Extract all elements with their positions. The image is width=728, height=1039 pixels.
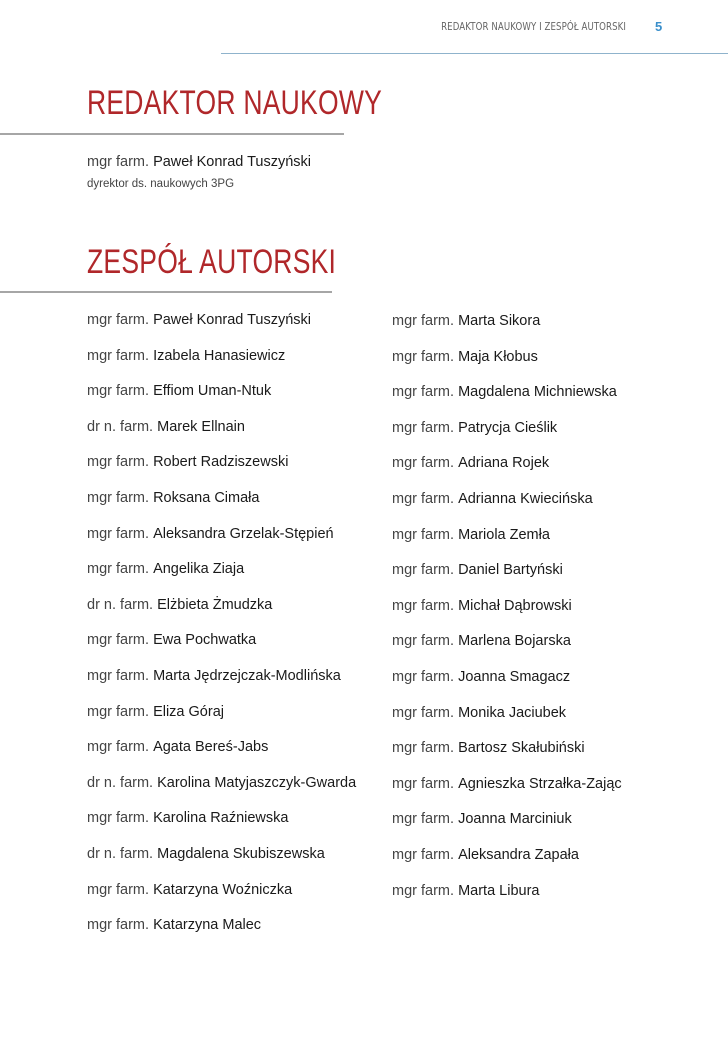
editor-section-title: REDAKTOR NAUKOWY bbox=[87, 84, 383, 122]
author-entry bbox=[392, 348, 538, 366]
author-name: Mariola Zemła bbox=[458, 526, 550, 543]
author-name: Angelika Ziaja bbox=[153, 561, 245, 578]
author-entry bbox=[392, 597, 572, 615]
author-entry bbox=[87, 881, 292, 899]
author-name: Monika Jaciubek bbox=[458, 704, 567, 721]
author-name: Aleksandra Grzelak-Stępień bbox=[153, 525, 334, 542]
author-degree: mgr farm. bbox=[392, 847, 455, 863]
author-name: Daniel Bartyński bbox=[458, 562, 563, 579]
author-entry bbox=[87, 418, 245, 436]
author-name: Marta Jędrzejczak-Modlińska bbox=[153, 668, 341, 684]
author-entry bbox=[87, 560, 244, 578]
author-entry bbox=[392, 561, 563, 579]
author-degree: mgr farm. bbox=[392, 740, 455, 757]
author-degree: mgr farm. bbox=[87, 739, 150, 756]
author-degree: mgr farm. bbox=[392, 669, 455, 685]
author-degree: mgr farm. bbox=[87, 703, 150, 720]
header-rule bbox=[221, 53, 728, 54]
author-name: Agnieszka Strzałka-Zając bbox=[458, 775, 622, 792]
author-name: Magdalena Michniewska bbox=[458, 384, 617, 401]
author-degree: mgr farm. bbox=[392, 882, 455, 899]
author-entry bbox=[392, 632, 571, 650]
editor-entry bbox=[87, 153, 311, 171]
author-degree: mgr farm. bbox=[87, 383, 150, 400]
author-degree: mgr farm. bbox=[87, 632, 150, 649]
author-name: Robert Radziszewski bbox=[153, 454, 289, 471]
author-degree: mgr farm. bbox=[87, 525, 150, 542]
author-name: Elżbieta Żmudzka bbox=[157, 596, 273, 613]
author-name: Agata Bereś-Jabs bbox=[153, 739, 269, 756]
author-entry bbox=[87, 525, 334, 543]
author-entry bbox=[392, 383, 617, 401]
author-entry bbox=[392, 419, 557, 437]
author-degree: mgr farm. bbox=[392, 562, 455, 579]
author-degree: dr n. farm. bbox=[87, 418, 154, 435]
author-entry bbox=[87, 845, 325, 863]
author-degree: mgr farm. bbox=[392, 491, 455, 507]
author-name: Michał Dąbrowski bbox=[458, 597, 572, 614]
author-entry bbox=[87, 596, 272, 614]
author-entry bbox=[392, 810, 572, 828]
author-entry bbox=[392, 490, 593, 508]
page-number: 5 bbox=[655, 19, 663, 34]
author-degree: mgr farm. bbox=[87, 454, 150, 471]
author-name: Adriana Rojek bbox=[458, 455, 550, 472]
author-entry bbox=[392, 454, 549, 472]
editor-name: Paweł Konrad Tuszyński bbox=[153, 154, 312, 170]
author-degree: mgr farm. bbox=[392, 775, 455, 792]
editor-role: dyrektor ds. naukowych 3PG bbox=[87, 178, 235, 190]
author-entry bbox=[392, 846, 579, 864]
author-name: Bartosz Skałubiński bbox=[458, 740, 585, 757]
author-degree: mgr farm. bbox=[87, 312, 150, 328]
author-degree: mgr farm. bbox=[87, 347, 150, 364]
author-name: Patrycja Cieślik bbox=[458, 419, 558, 436]
author-entry bbox=[392, 739, 585, 757]
author-degree: mgr farm. bbox=[392, 455, 455, 472]
editor-degree: mgr farm. bbox=[87, 154, 150, 170]
authors-section-title: ZESPÓŁ AUTORSKI bbox=[87, 243, 337, 281]
author-degree: mgr farm. bbox=[392, 419, 455, 436]
author-entry bbox=[392, 704, 566, 722]
author-name: Effiom Uman-Ntuk bbox=[153, 383, 272, 400]
author-entry bbox=[87, 809, 288, 827]
author-name: Joanna Marciniuk bbox=[458, 811, 572, 828]
author-name: Marek Ellnain bbox=[157, 418, 245, 435]
author-degree: mgr farm. bbox=[87, 810, 150, 827]
author-name: Marta Libura bbox=[458, 882, 540, 899]
author-degree: mgr farm. bbox=[392, 526, 455, 543]
author-name: Aleksandra Zapała bbox=[458, 847, 579, 863]
author-entry bbox=[392, 312, 540, 330]
author-degree: mgr farm. bbox=[87, 490, 150, 506]
author-name: Joanna Smagacz bbox=[458, 669, 571, 685]
author-degree: dr n. farm. bbox=[87, 774, 154, 791]
author-name: Karolina Matyjaszczyk-Gwarda bbox=[157, 774, 357, 791]
author-name: Eliza Góraj bbox=[153, 703, 224, 720]
author-entry bbox=[87, 382, 271, 400]
author-entry bbox=[87, 738, 268, 756]
author-entry bbox=[87, 453, 288, 471]
author-degree: mgr farm. bbox=[87, 561, 150, 578]
author-entry bbox=[392, 668, 570, 686]
author-entry bbox=[87, 703, 224, 721]
author-name: Paweł Konrad Tuszyński bbox=[153, 312, 312, 328]
author-name: Karolina Raźniewska bbox=[153, 810, 289, 827]
author-entry bbox=[87, 489, 259, 507]
authors-section-rule bbox=[0, 291, 332, 293]
author-entry bbox=[87, 774, 356, 792]
author-name: Roksana Cimała bbox=[153, 490, 260, 506]
author-degree: mgr farm. bbox=[392, 633, 455, 650]
author-degree: dr n. farm. bbox=[87, 596, 154, 613]
author-entry bbox=[87, 631, 256, 649]
author-degree: dr n. farm. bbox=[87, 846, 154, 862]
author-entry bbox=[392, 775, 622, 793]
author-degree: mgr farm. bbox=[392, 384, 455, 401]
running-head: REDAKTOR NAUKOWY I ZESPÓŁ AUTORSKI bbox=[441, 21, 626, 33]
author-name: Katarzyna Malec bbox=[153, 917, 262, 934]
author-entry bbox=[392, 526, 550, 544]
author-degree: mgr farm. bbox=[392, 597, 455, 614]
author-entry bbox=[87, 667, 341, 685]
author-degree: mgr farm. bbox=[87, 668, 150, 684]
author-degree: mgr farm. bbox=[392, 811, 455, 828]
author-name: Marta Sikora bbox=[458, 313, 541, 329]
author-entry bbox=[87, 916, 261, 934]
author-name: Izabela Hanasiewicz bbox=[153, 347, 286, 364]
author-degree: mgr farm. bbox=[392, 348, 455, 365]
author-name: Adrianna Kwiecińska bbox=[458, 491, 593, 507]
editor-section-rule bbox=[0, 133, 344, 135]
author-entry bbox=[87, 311, 311, 329]
author-name: Katarzyna Woźniczka bbox=[153, 881, 293, 898]
author-degree: mgr farm. bbox=[87, 881, 150, 898]
author-entry bbox=[87, 347, 285, 365]
author-name: Maja Kłobus bbox=[458, 348, 538, 365]
author-name: Ewa Pochwatka bbox=[153, 632, 257, 649]
author-entry bbox=[392, 882, 539, 900]
author-degree: mgr farm. bbox=[87, 917, 150, 934]
author-degree: mgr farm. bbox=[392, 704, 455, 721]
author-degree: mgr farm. bbox=[392, 313, 455, 329]
author-name: Magdalena Skubiszewska bbox=[157, 846, 325, 862]
author-name: Marlena Bojarska bbox=[458, 633, 571, 650]
